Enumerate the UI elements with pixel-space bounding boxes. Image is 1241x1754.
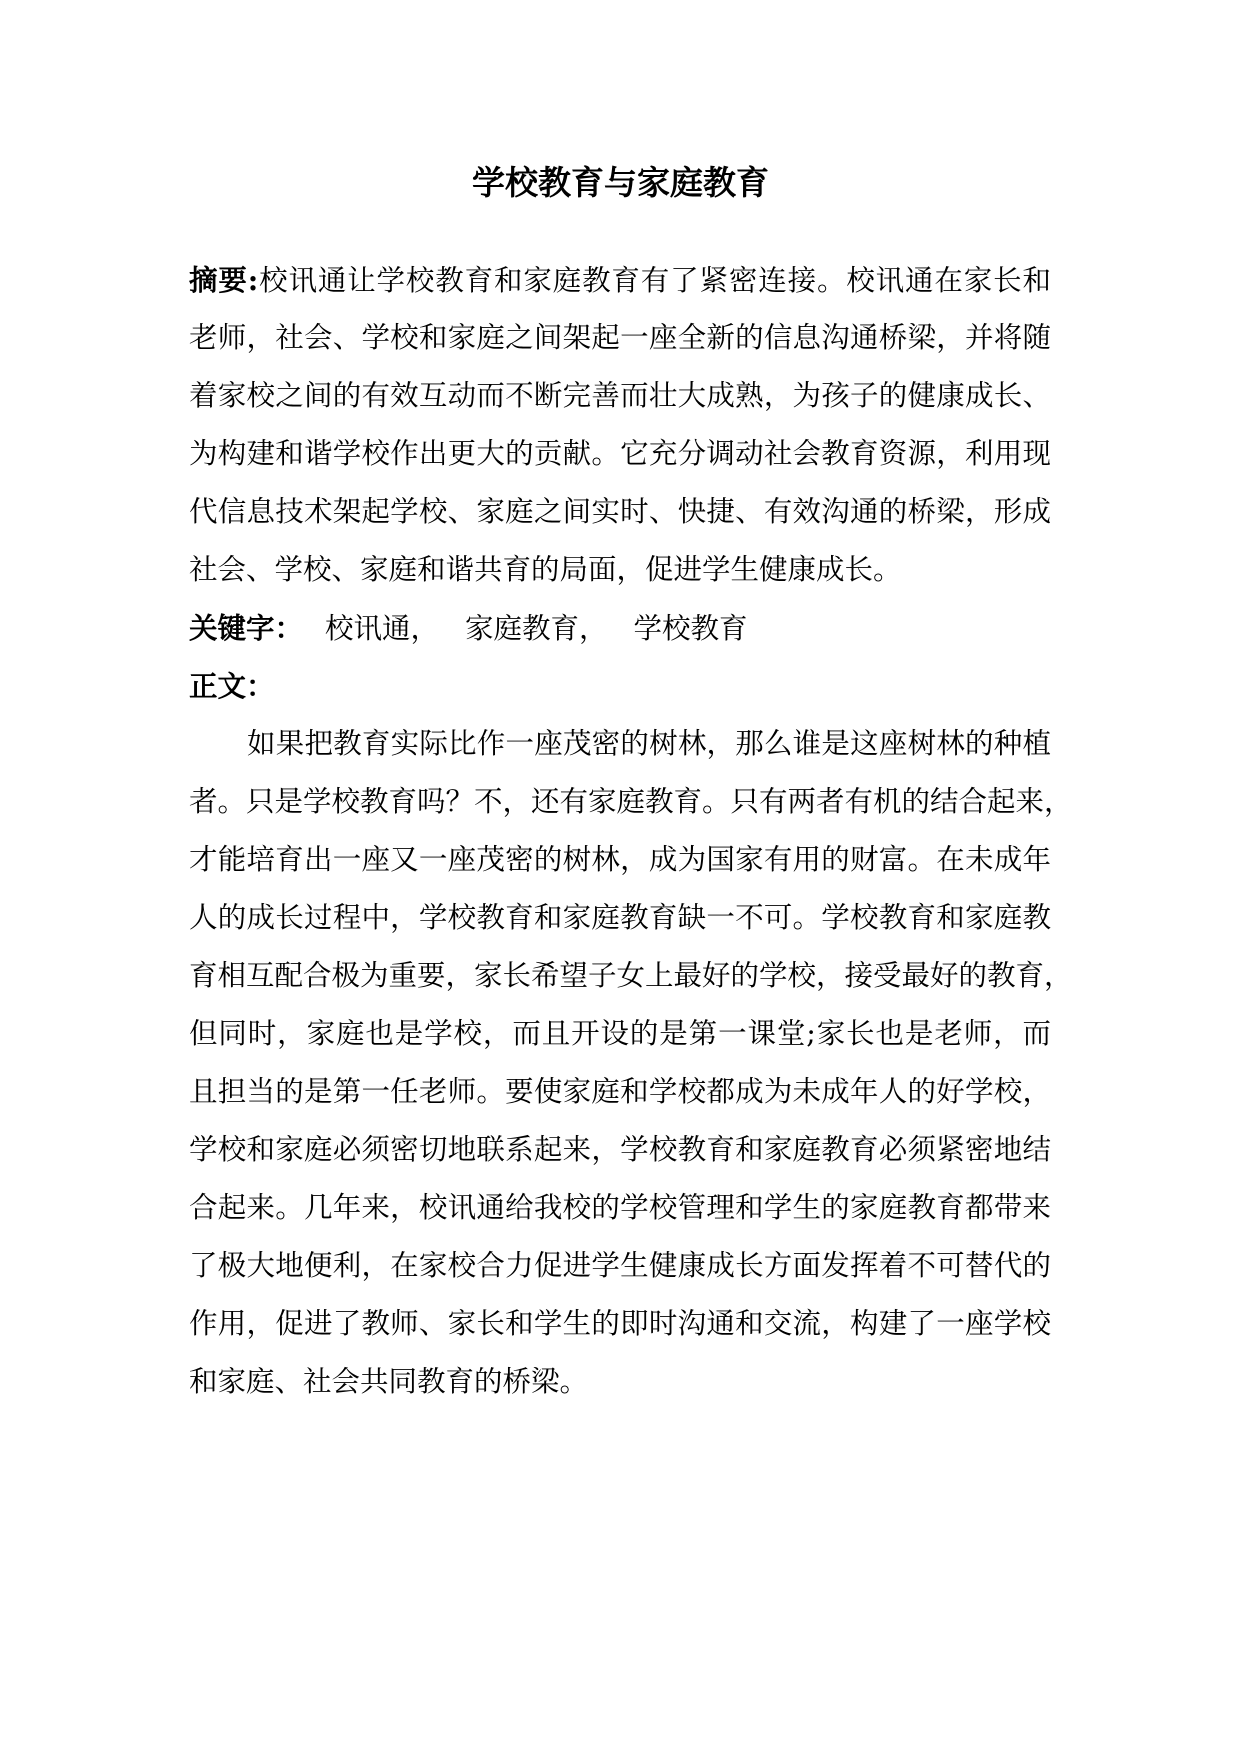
body-line: 了极大地便利，在家校合力促进学生健康成长方面发挥着不可替代的 — [189, 1249, 1051, 1282]
body-line: 合起来。几年来，校讯通给我校的学校管理和学生的家庭教育都带来 — [189, 1191, 1051, 1224]
body-line: 和家庭、社会共同教育的桥梁。 — [189, 1365, 589, 1398]
abstract-line: 着家校之间的有效互动而不断完善而壮大成熟，为孩子的健康成长、 — [189, 379, 1051, 412]
body-line: 如果把教育实际比作一座茂密的树林，那么谁是这座树林的种植 — [247, 727, 1051, 760]
keyword: 校讯通， — [325, 612, 440, 645]
body-line: 学校和家庭必须密切地联系起来，学校教育和家庭教育必须紧密地结 — [189, 1133, 1051, 1166]
abstract-label: 摘要: — [189, 263, 259, 297]
body-line: 才能培育出一座又一座茂密的树林，成为国家有用的财富。在未成年 — [189, 843, 1051, 876]
body-line: 且担当的是第一任老师。要使家庭和学校都成为未成年人的好学校， — [189, 1075, 1051, 1108]
body-line: 但同时，家庭也是学校，而且开设的是第一课堂;家长也是老师，而 — [189, 1017, 1051, 1050]
body-heading: 正文： — [189, 669, 275, 703]
body-line: 作用，促进了教师、家长和学生的即时沟通和交流，构建了一座学校 — [189, 1307, 1051, 1340]
abstract-line — [189, 260, 1051, 300]
abstract-line: 代信息技术架起学校、家庭之间实时、快捷、有效沟通的桥梁，形成 — [189, 495, 1051, 528]
keyword: 家庭教育， — [465, 612, 608, 645]
abstract-line: 老师，社会、学校和家庭之间架起一座全新的信息沟通桥梁，并将随 — [189, 321, 1051, 354]
body-line: 人的成长过程中，学校教育和家庭教育缺一不可。学校教育和家庭教 — [189, 901, 1051, 934]
body-line: 者。只是学校教育吗？不，还有家庭教育。只有两者有机的结合起来， — [189, 785, 1073, 818]
keywords-row — [189, 608, 1051, 648]
abstract-text: 校讯通让学校教育和家庭教育有了紧密连接。校讯通在家长和 — [258, 264, 1051, 297]
keywords-label: 关键字： — [189, 611, 304, 645]
abstract-line: 社会、学校、家庭和谐共育的局面，促进学生健康成长。 — [189, 553, 902, 586]
keyword: 学校教育 — [633, 612, 748, 645]
body-line: 育相互配合极为重要，家长希望子女上最好的学校，接受最好的教育， — [189, 959, 1073, 992]
document-title: 学校教育与家庭教育 — [472, 163, 769, 202]
abstract-line: 为构建和谐学校作出更大的贡献。它充分调动社会教育资源，利用现 — [189, 437, 1051, 470]
